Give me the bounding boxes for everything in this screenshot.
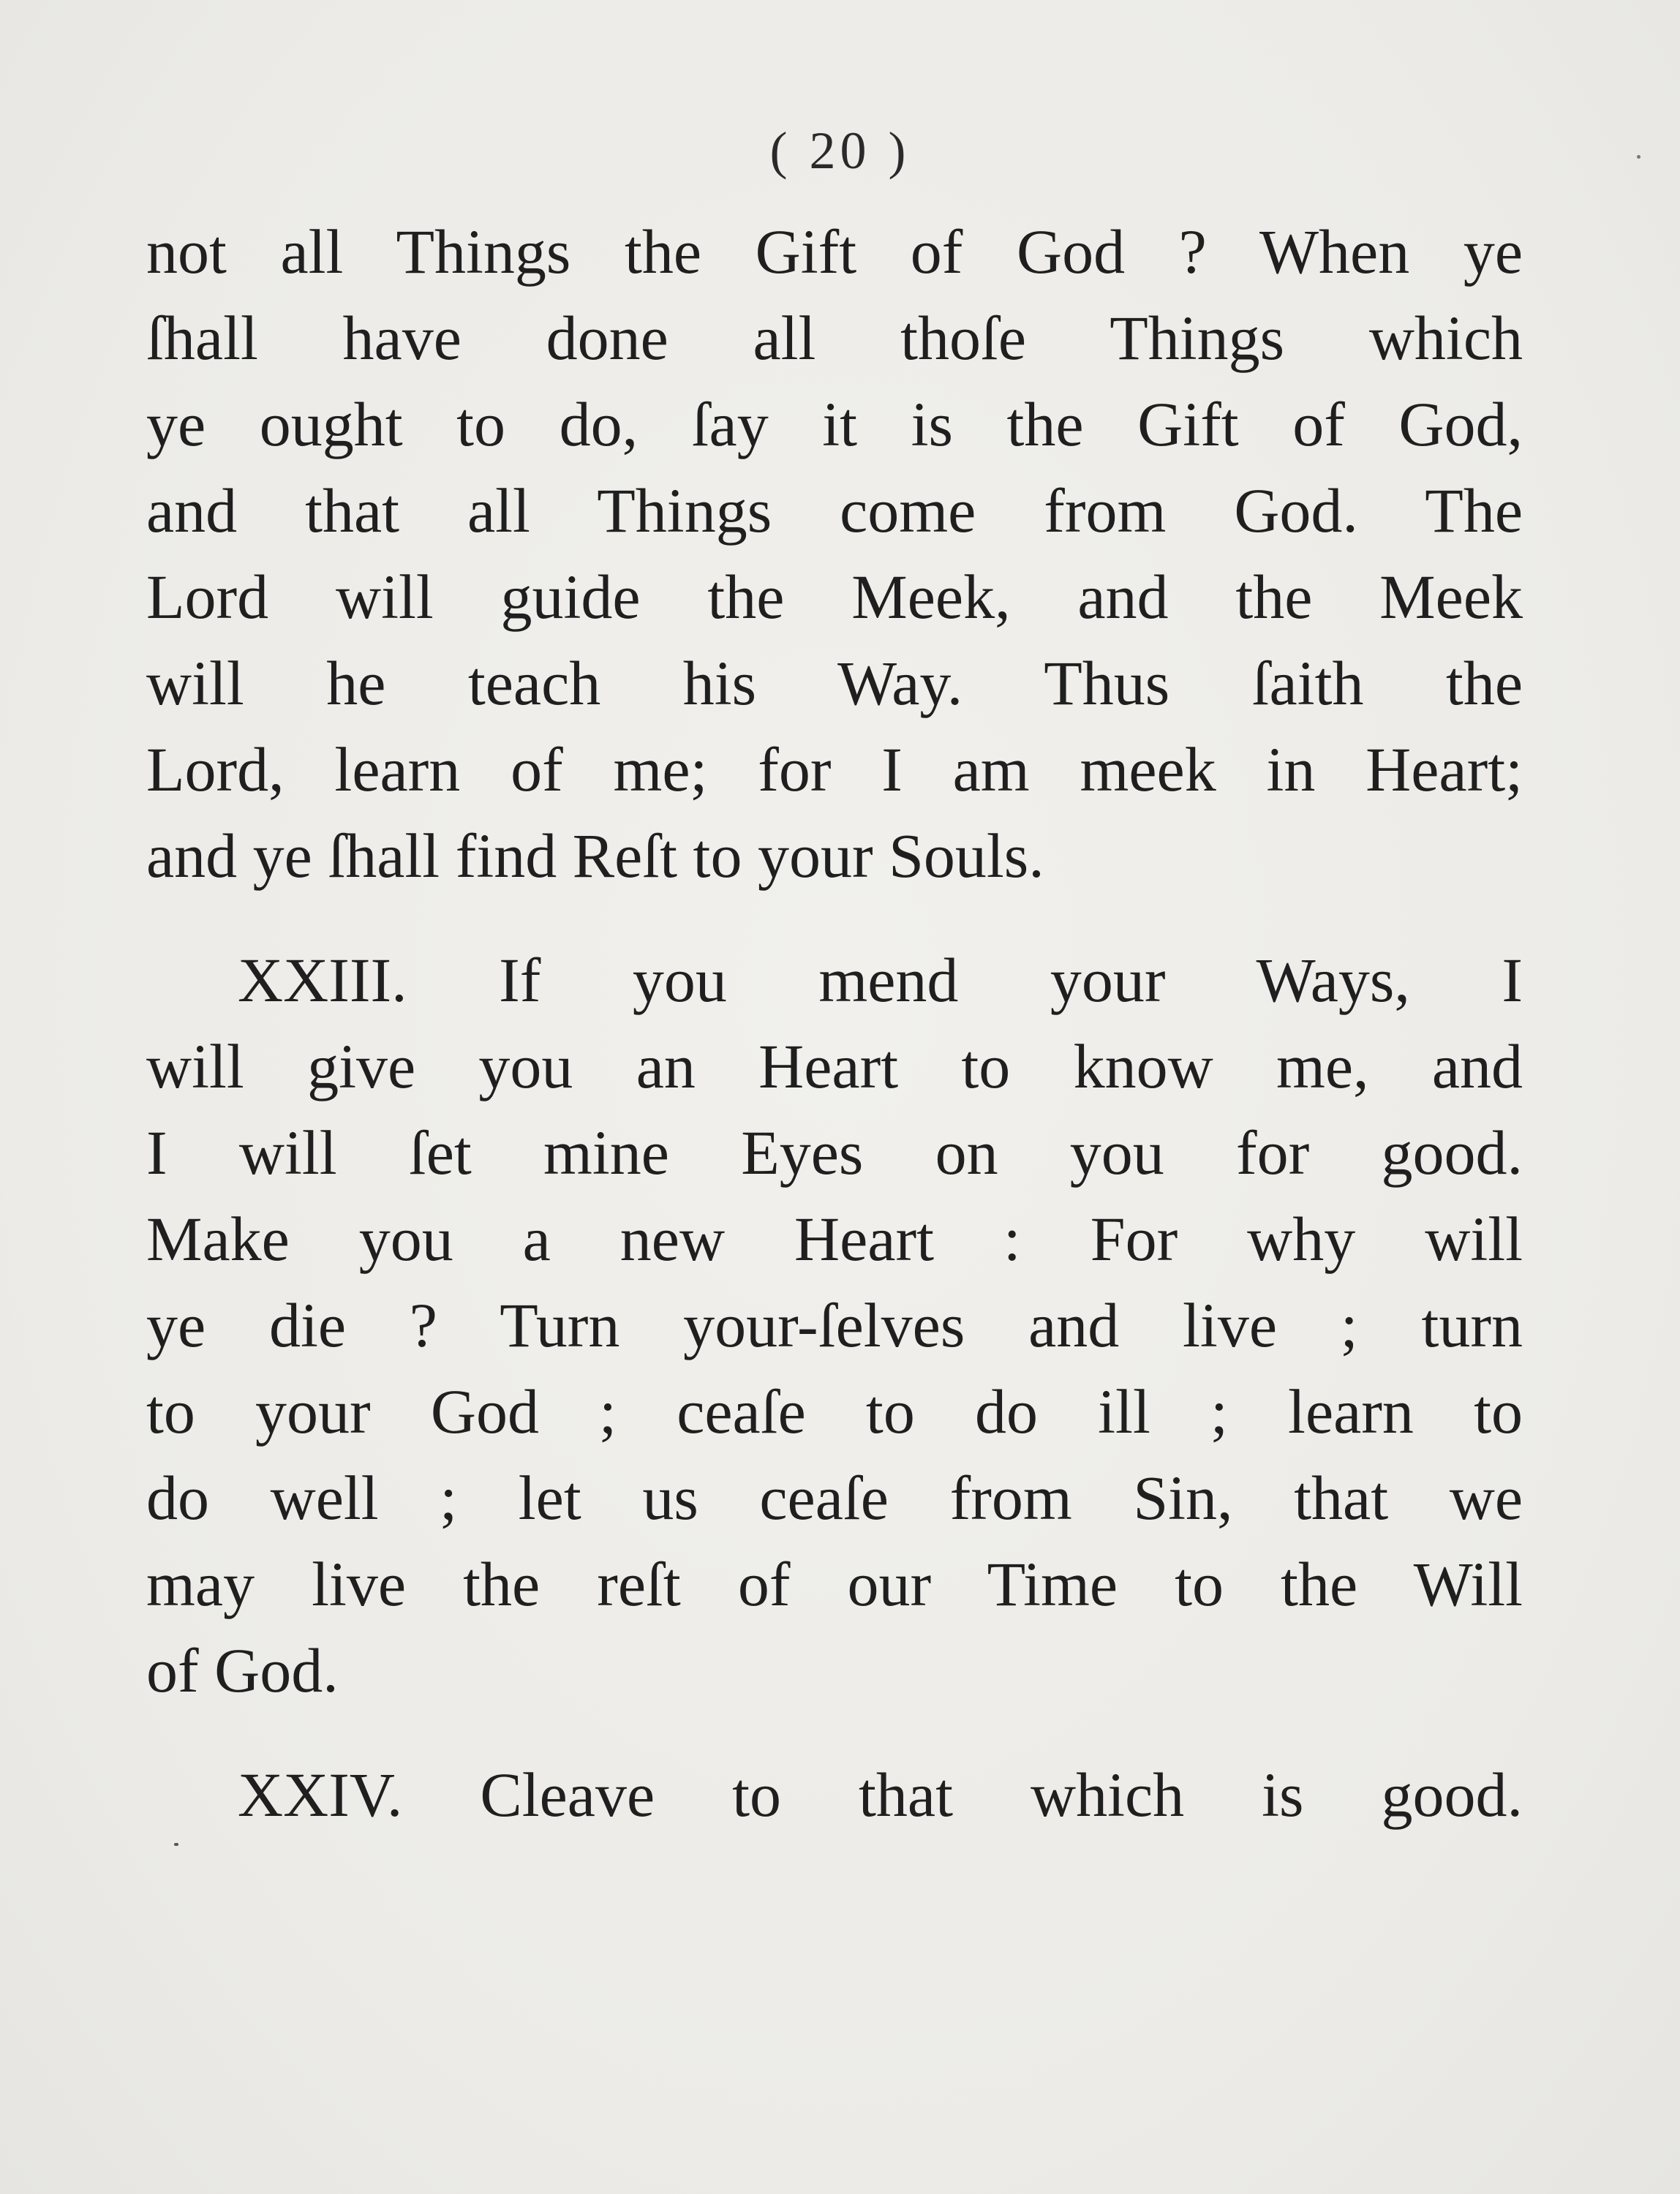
ink-speck — [174, 1843, 178, 1846]
section-xxiii-first-line: XXIII. If you mend your Ways, I — [238, 945, 1523, 1015]
text-line: and that all Things come from God. The — [146, 475, 1523, 546]
ink-speck — [1637, 155, 1641, 159]
page-number: ( 20 ) — [769, 121, 911, 180]
text-line: will he teach his Way. Thus ſaith the — [146, 648, 1523, 718]
section-xxiv-first-line: XXIV. Cleave to that which is good. — [238, 1760, 1523, 1830]
text-line: will give you an Heart to know me, and — [146, 1031, 1523, 1101]
text-line: ſhall have done all thoſe Things which — [146, 303, 1523, 373]
text-line: Lord will guide the Meek, and the Meek — [146, 562, 1523, 632]
text-line: and ye ſhall find Reſt to your Souls. — [146, 821, 1044, 891]
text-line: do well ; let us ceaſe from Sin, that we — [146, 1463, 1523, 1533]
text-line: of God. — [146, 1635, 339, 1705]
text-line: Make you a new Heart : For why will — [146, 1204, 1523, 1274]
text-line: Lord, learn of me; for I am meek in Heart; — [146, 734, 1523, 804]
text-line: not all Things the Gift of God ? When ye — [146, 216, 1523, 287]
text-line: I will ſet mine Eyes on you for good. — [146, 1117, 1523, 1188]
text-line: ye ought to do, ſay it is the Gift of God, — [146, 389, 1523, 459]
text-line: to your God ; ceaſe to do ill ; learn to — [146, 1376, 1523, 1447]
text-line: ye die ? Turn your-ſelves and live ; turn — [146, 1290, 1523, 1360]
text-line: may live the reſt of our Time to the Will — [146, 1549, 1523, 1619]
